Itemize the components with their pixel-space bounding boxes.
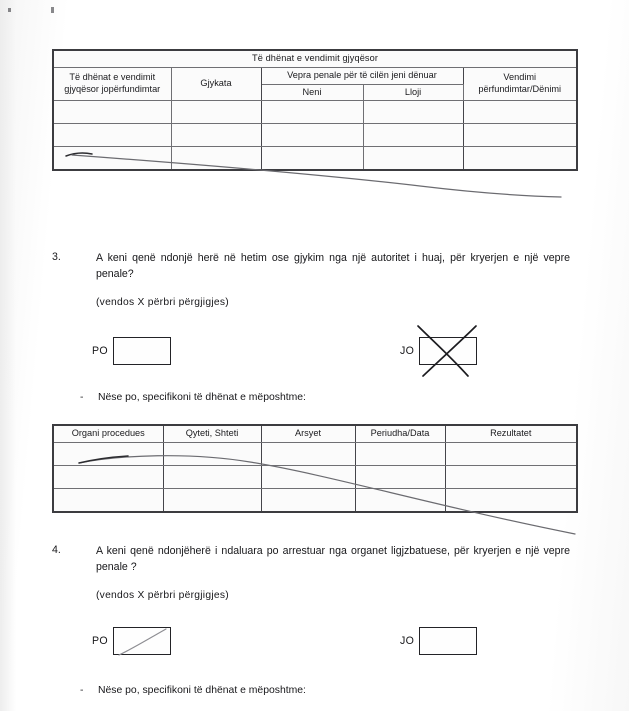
cell-organi-procedues[interactable]: [53, 465, 163, 488]
question-4-text: A keni qenë ndonjëherë i ndaluara po arrestuar nga organet ligjzbatuese, për kryerjen e një vepre penale ?: [96, 545, 570, 574]
question-3-answers: [52, 337, 580, 371]
question-4-subnote: [80, 685, 306, 696]
question-3: [52, 250, 580, 308]
cell-lloji[interactable]: [363, 124, 463, 147]
cell-rezultatet[interactable]: [445, 488, 577, 512]
question-4-number: 4.: [52, 544, 61, 556]
table-header-row: [53, 425, 577, 442]
header-neni: Neni: [261, 84, 363, 101]
cell-vendimi-jopërfundimtar[interactable]: [53, 101, 171, 124]
cell-gjykata[interactable]: [171, 124, 261, 147]
question-3-option-po[interactable]: [92, 337, 171, 365]
cell-qyteti-shteti[interactable]: [163, 442, 261, 465]
question-3-subnote: [80, 392, 306, 403]
scan-speck: [51, 7, 54, 13]
cell-vendimi-perfundimtar[interactable]: [463, 147, 577, 171]
scan-speck: [8, 8, 11, 12]
question-4: [52, 543, 580, 601]
header-vendimi-perfundimtar: Vendimi përfundimtar/Dënimi: [463, 67, 577, 101]
table-header-row-1: [53, 67, 577, 84]
cell-rezultatet[interactable]: [445, 465, 577, 488]
question-4-option-jo[interactable]: [400, 627, 477, 655]
header-qyteti-shteti: Qyteti, Shteti: [163, 425, 261, 442]
header-rezultatet: Rezultatet: [445, 425, 577, 442]
checkbox-po[interactable]: [113, 337, 171, 365]
table-decision-data: [52, 49, 578, 171]
cell-arsyet[interactable]: [261, 442, 355, 465]
option-label-jo: JO: [400, 635, 415, 647]
cell-organi-procedues[interactable]: [53, 488, 163, 512]
subnote-text: Nëse po, specifikoni të dhënat e mëposhtme:: [98, 392, 306, 403]
subnote-dash: -: [80, 392, 84, 403]
header-organi-procedues: Organi procedues: [53, 425, 163, 442]
cell-periudha-data[interactable]: [355, 442, 445, 465]
cell-lloji[interactable]: [363, 101, 463, 124]
cell-organi-procedues[interactable]: [53, 442, 163, 465]
header-vendimi-jopërfundimtar: Të dhënat e vendimit gjyqësor jopërfundimtar: [53, 67, 171, 101]
option-label-jo: JO: [400, 345, 415, 357]
header-periudha-data: Periudha/Data: [355, 425, 445, 442]
header-arsyet: Arsyet: [261, 425, 355, 442]
question-4-hint: (vendos X përbri përgjigjes): [96, 590, 229, 602]
table-decision-title: Të dhënat e vendimit gjyqësor: [53, 50, 577, 67]
cell-qyteti-shteti[interactable]: [163, 488, 261, 512]
cell-vendimi-jopërfundimtar[interactable]: [53, 147, 171, 171]
subnote-dash: -: [80, 685, 84, 696]
cell-vendimi-jopërfundimtar[interactable]: [53, 124, 171, 147]
cell-rezultatet[interactable]: [445, 442, 577, 465]
question-4-answers: [52, 627, 580, 661]
checkbox-jo[interactable]: [419, 337, 477, 365]
question-3-hint: (vendos X përbri përgjigjes): [96, 297, 229, 309]
cell-vendimi-perfundimtar[interactable]: [463, 101, 577, 124]
header-gjykata: Gjykata: [171, 67, 261, 101]
cell-arsyet[interactable]: [261, 488, 355, 512]
cell-neni[interactable]: [261, 147, 363, 171]
table-row[interactable]: [53, 442, 577, 465]
cell-neni[interactable]: [261, 101, 363, 124]
cell-periudha-data[interactable]: [355, 465, 445, 488]
table-row[interactable]: [53, 147, 577, 171]
table-row[interactable]: [53, 124, 577, 147]
table-row[interactable]: [53, 488, 577, 512]
table-row[interactable]: [53, 101, 577, 124]
question-3-number: 3.: [52, 251, 61, 263]
checkbox-jo[interactable]: [419, 627, 477, 655]
cell-vendimi-perfundimtar[interactable]: [463, 124, 577, 147]
checkbox-po[interactable]: [113, 627, 171, 655]
question-3-text: A keni qenë ndonjë herë në hetim ose gjykim nga një autoritet i huaj, për kryerjen e një vepre penale?: [96, 252, 570, 281]
cell-periudha-data[interactable]: [355, 488, 445, 512]
option-label-po: PO: [92, 635, 108, 647]
header-vepra-penale-group: Vepra penale për të cilën jeni dënuar: [261, 67, 463, 84]
table-proceeding-data: [52, 424, 578, 513]
cell-gjykata[interactable]: [171, 101, 261, 124]
table-row[interactable]: [53, 465, 577, 488]
question-3-option-jo[interactable]: [400, 337, 477, 365]
cell-gjykata[interactable]: [171, 147, 261, 171]
cell-neni[interactable]: [261, 124, 363, 147]
cell-lloji[interactable]: [363, 147, 463, 171]
subnote-text: Nëse po, specifikoni të dhënat e mëposhtme:: [98, 685, 306, 696]
cell-arsyet[interactable]: [261, 465, 355, 488]
header-lloji: Lloji: [363, 84, 463, 101]
option-label-po: PO: [92, 345, 108, 357]
table-title-row: [53, 50, 577, 67]
cell-qyteti-shteti[interactable]: [163, 465, 261, 488]
question-4-option-po[interactable]: [92, 627, 171, 655]
